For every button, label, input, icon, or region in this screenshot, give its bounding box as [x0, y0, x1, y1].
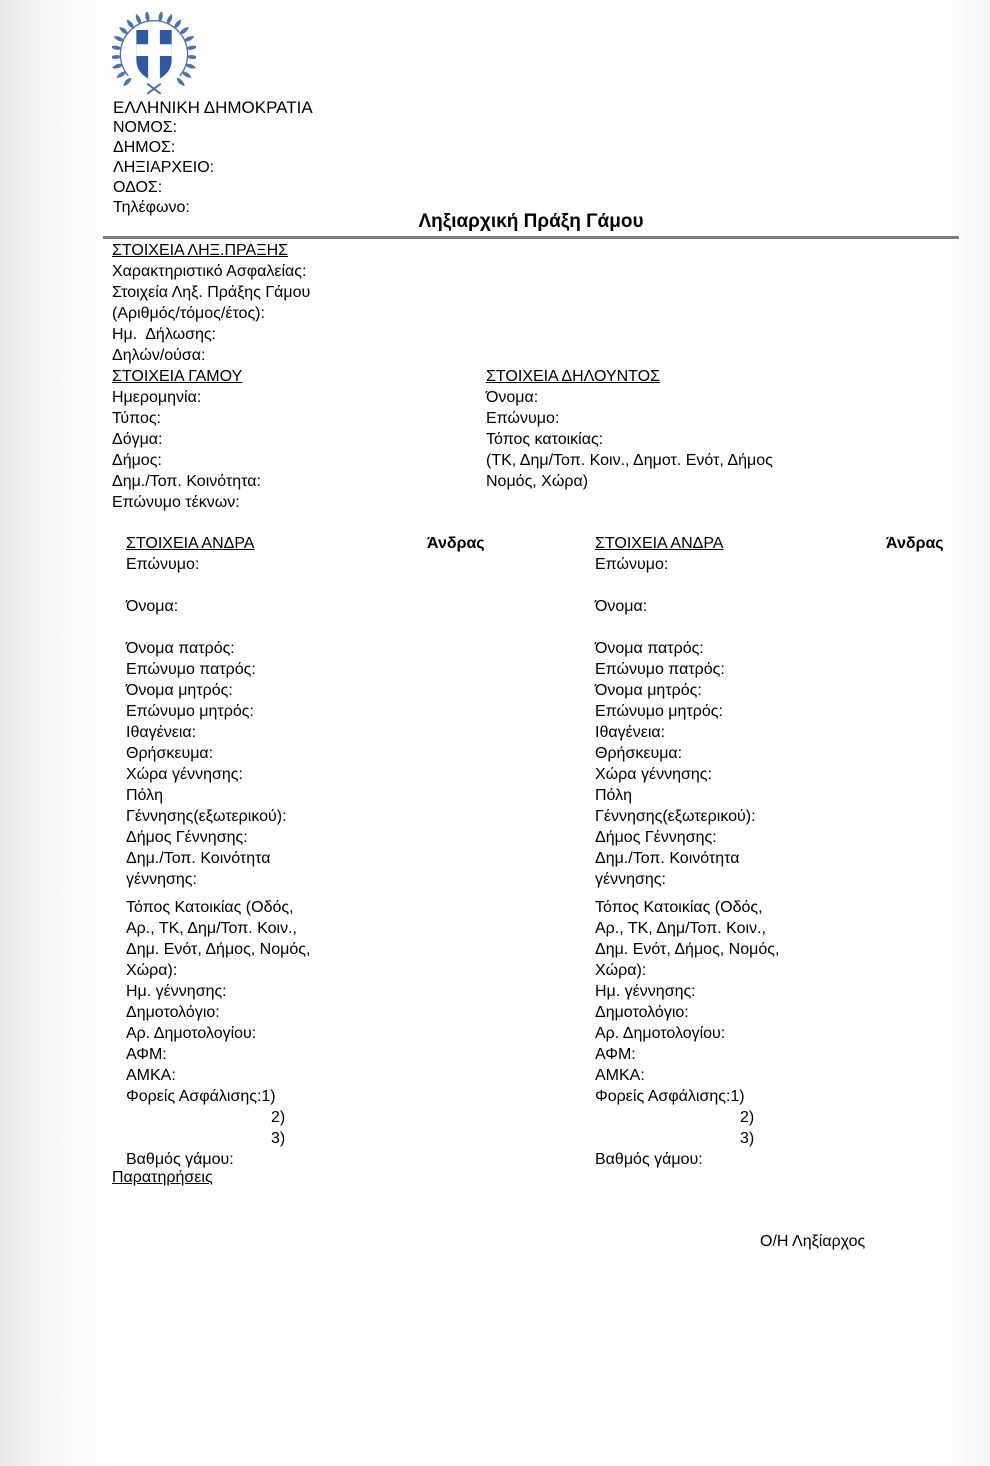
spouse-field-label: Επώνυμο:: [595, 556, 669, 573]
spouse-field-label: Δημοτολόγιο:: [595, 1004, 689, 1021]
spouse-field-label: Αρ. Δημοτολογίου:: [126, 1025, 257, 1042]
spouse-field-label: Ημ. γέννησης:: [126, 983, 227, 1000]
spouse-field-label: Πόλη: [126, 787, 164, 804]
declarant-section-fields: [486, 387, 773, 492]
spouse-field-label: Χώρα):: [126, 962, 178, 979]
office-field-label: ΝΟΜΟΣ:: [113, 119, 178, 136]
spouse-field-label: Χώρα γέννησης:: [126, 766, 243, 783]
spouse-field-label: Όνομα:: [126, 598, 179, 615]
spouse-field-label: Όνομα πατρός:: [126, 640, 235, 657]
spouse-field-label: Επώνυμο πατρός:: [126, 661, 256, 678]
act-field-label: Χαρακτηριστικό Ασφαλείας:: [112, 263, 307, 280]
spouse-field-label: Φορείς Ασφάλισης:1): [595, 1088, 745, 1105]
spouse-field-label: Δήμος Γέννησης:: [595, 829, 717, 846]
spouse-field-label: Επώνυμο μητρός:: [595, 703, 723, 720]
spouse-field-label: 2): [271, 1109, 286, 1126]
marriage-field-label: Ημερομηνία:: [112, 389, 202, 406]
spouse-field-label: Τόπος Κατοικίας (Οδός,: [126, 899, 294, 916]
act-field-label: Στοιχεία Ληξ. Πράξης Γάμου: [112, 284, 311, 301]
marriage-section: [112, 366, 261, 513]
declarant-section: [486, 366, 773, 492]
act-section: [112, 240, 310, 366]
marriage-field-label: Επώνυμο τέκνων:: [112, 494, 240, 511]
spouse-field-label: Αρ., ΤΚ, Δημ/Τοπ. Κοιν.,: [595, 920, 766, 937]
spouse-field-label: Ιθαγένεια:: [595, 724, 666, 741]
spouse-field-label: [595, 617, 947, 638]
spouse-2-gender-tag: Άνδρας: [886, 535, 944, 552]
spouse-field-label: Χώρα):: [595, 962, 647, 979]
spouse-field-label: Επώνυμο πατρός:: [595, 661, 725, 678]
spouse-field-label: 3): [271, 1130, 286, 1147]
spouse-field-label: 3): [740, 1130, 755, 1147]
spouse-field-label: Χώρα γέννησης:: [595, 766, 712, 783]
spouse-field-label: [126, 575, 478, 596]
declarant-field-label: (ΤΚ, Δημ/Τοπ. Κοιν., Δημοτ. Ενότ, Δήμος: [486, 452, 773, 469]
office-header-fields: [113, 118, 214, 218]
spouse-field-label: Γέννησης(εξωτερικού):: [126, 808, 287, 825]
spouse-field-label: Δημ./Τοπ. Κοινότητα: [595, 850, 740, 867]
spouse-field-label: Ημ. γέννησης:: [595, 983, 696, 1000]
spouse-field-label: Επώνυμο:: [126, 556, 200, 573]
declarant-section-heading: ΣΤΟΙΧΕΙΑ ΔΗΛΟΥΝΤΟΣ: [486, 368, 660, 385]
spouse-field-label: [126, 617, 478, 638]
spouse-1-heading: ΣΤΟΙΧΕΙΑ ΑΝΔΡΑ: [126, 535, 255, 552]
office-field-label: ΔΗΜΟΣ:: [113, 139, 176, 156]
spouse-2-fields: [595, 554, 947, 1170]
registrar-signature-label: Ο/Η Ληξίαρχος: [760, 1233, 866, 1250]
act-field-label: Δηλών/ούσα:: [112, 347, 206, 364]
spouse-field-label: Δημοτολόγιο:: [126, 1004, 220, 1021]
marriage-field-label: Τύπος:: [112, 410, 161, 427]
spouse-field-label: Αρ. Δημοτολογίου:: [595, 1025, 726, 1042]
marriage-field-label: Δημ./Τοπ. Κοινότητα:: [112, 473, 261, 490]
spouse-field-label: Δήμος Γέννησης:: [126, 829, 248, 846]
spouse-1-fields: [126, 554, 478, 1170]
spouse-field-label: Δημ. Ενότ, Δήμος, Νομός,: [126, 941, 311, 958]
declarant-field-label: Όνομα:: [486, 389, 539, 406]
spouse-field-label: [595, 575, 947, 596]
act-section-heading: ΣΤΟΙΧΕΙΑ ΛΗΞ.ΠΡΑΞΗΣ: [112, 242, 289, 259]
remarks-heading: Παρατηρήσεις: [112, 1169, 213, 1186]
spouse-field-label: Γέννησης(εξωτερικού):: [595, 808, 756, 825]
act-section-fields: [112, 261, 310, 366]
spouse-field-label: Πόλη: [595, 787, 633, 804]
spouse-column-1: [126, 533, 485, 1170]
spouse-field-label: Βαθμός γάμου:: [126, 1151, 234, 1168]
declarant-field-label: Επώνυμο:: [486, 410, 560, 427]
spouse-field-label: ΑΦΜ:: [595, 1046, 636, 1063]
country-title: ΕΛΛΗΝΙΚΗ ΔΗΜΟΚΡΑΤΙΑ: [113, 98, 313, 117]
office-field-label: Τηλέφωνο:: [113, 199, 190, 216]
spouse-2-heading: ΣΤΟΙΧΕΙΑ ΑΝΔΡΑ: [595, 535, 724, 552]
spouse-field-label: Θρήσκευμα:: [595, 745, 683, 762]
office-field-label: ΛΗΞΙΑΡΧΕΙΟ:: [113, 159, 215, 176]
spouse-field-label: Τόπος Κατοικίας (Οδός,: [595, 899, 763, 916]
spouse-field-label: Όνομα μητρός:: [595, 682, 702, 699]
document-title: Ληξιαρχική Πράξη Γάμου: [418, 211, 644, 232]
spouse-field-label: Δημ./Τοπ. Κοινότητα: [126, 850, 271, 867]
spouse-field-label: ΑΜΚΑ:: [595, 1067, 645, 1084]
title-divider: [103, 236, 959, 239]
spouse-field-label: Όνομα:: [595, 598, 648, 615]
spouse-1-gender-tag: Άνδρας: [427, 535, 485, 552]
spouse-field-label: γέννησης:: [126, 871, 197, 888]
marriage-field-label: Δόγμα:: [112, 431, 163, 448]
spouse-field-label: Επώνυμο μητρός:: [126, 703, 254, 720]
marriage-section-heading: ΣΤΟΙΧΕΙΑ ΓΑΜΟΥ: [112, 368, 243, 385]
spouse-field-label: Όνομα μητρός:: [126, 682, 233, 699]
spouse-field-label: ΑΦΜ:: [126, 1046, 167, 1063]
spouse-field-label: Ιθαγένεια:: [126, 724, 197, 741]
spouse-field-label: 2): [740, 1109, 755, 1126]
spouse-field-label: Όνομα πατρός:: [595, 640, 704, 657]
spouse-field-label: Θρήσκευμα:: [126, 745, 214, 762]
spouse-field-label: Δημ. Ενότ, Δήμος, Νομός,: [595, 941, 780, 958]
spouse-field-label: Αρ., ΤΚ, Δημ/Τοπ. Κοιν.,: [126, 920, 297, 937]
declarant-field-label: Τόπος κατοικίας:: [486, 431, 604, 448]
spouse-column-2: [595, 533, 947, 1170]
spouse-field-label: ΑΜΚΑ:: [126, 1067, 176, 1084]
spouse-field-label: γέννησης:: [595, 871, 666, 888]
greek-coat-of-arms-icon: [112, 12, 196, 105]
spouse-field-label: Βαθμός γάμου:: [595, 1151, 703, 1168]
office-field-label: ΟΔΟΣ:: [113, 179, 163, 196]
marriage-section-fields: [112, 387, 261, 513]
act-field-label: (Αριθμός/τόμος/έτος):: [112, 305, 265, 322]
spouse-field-label: Φορείς Ασφάλισης:1): [126, 1088, 276, 1105]
declarant-field-label: Νομός, Χώρα): [486, 473, 589, 490]
marriage-field-label: Δήμος:: [112, 452, 162, 469]
act-field-label: Ημ. Δήλωσης:: [112, 326, 216, 343]
